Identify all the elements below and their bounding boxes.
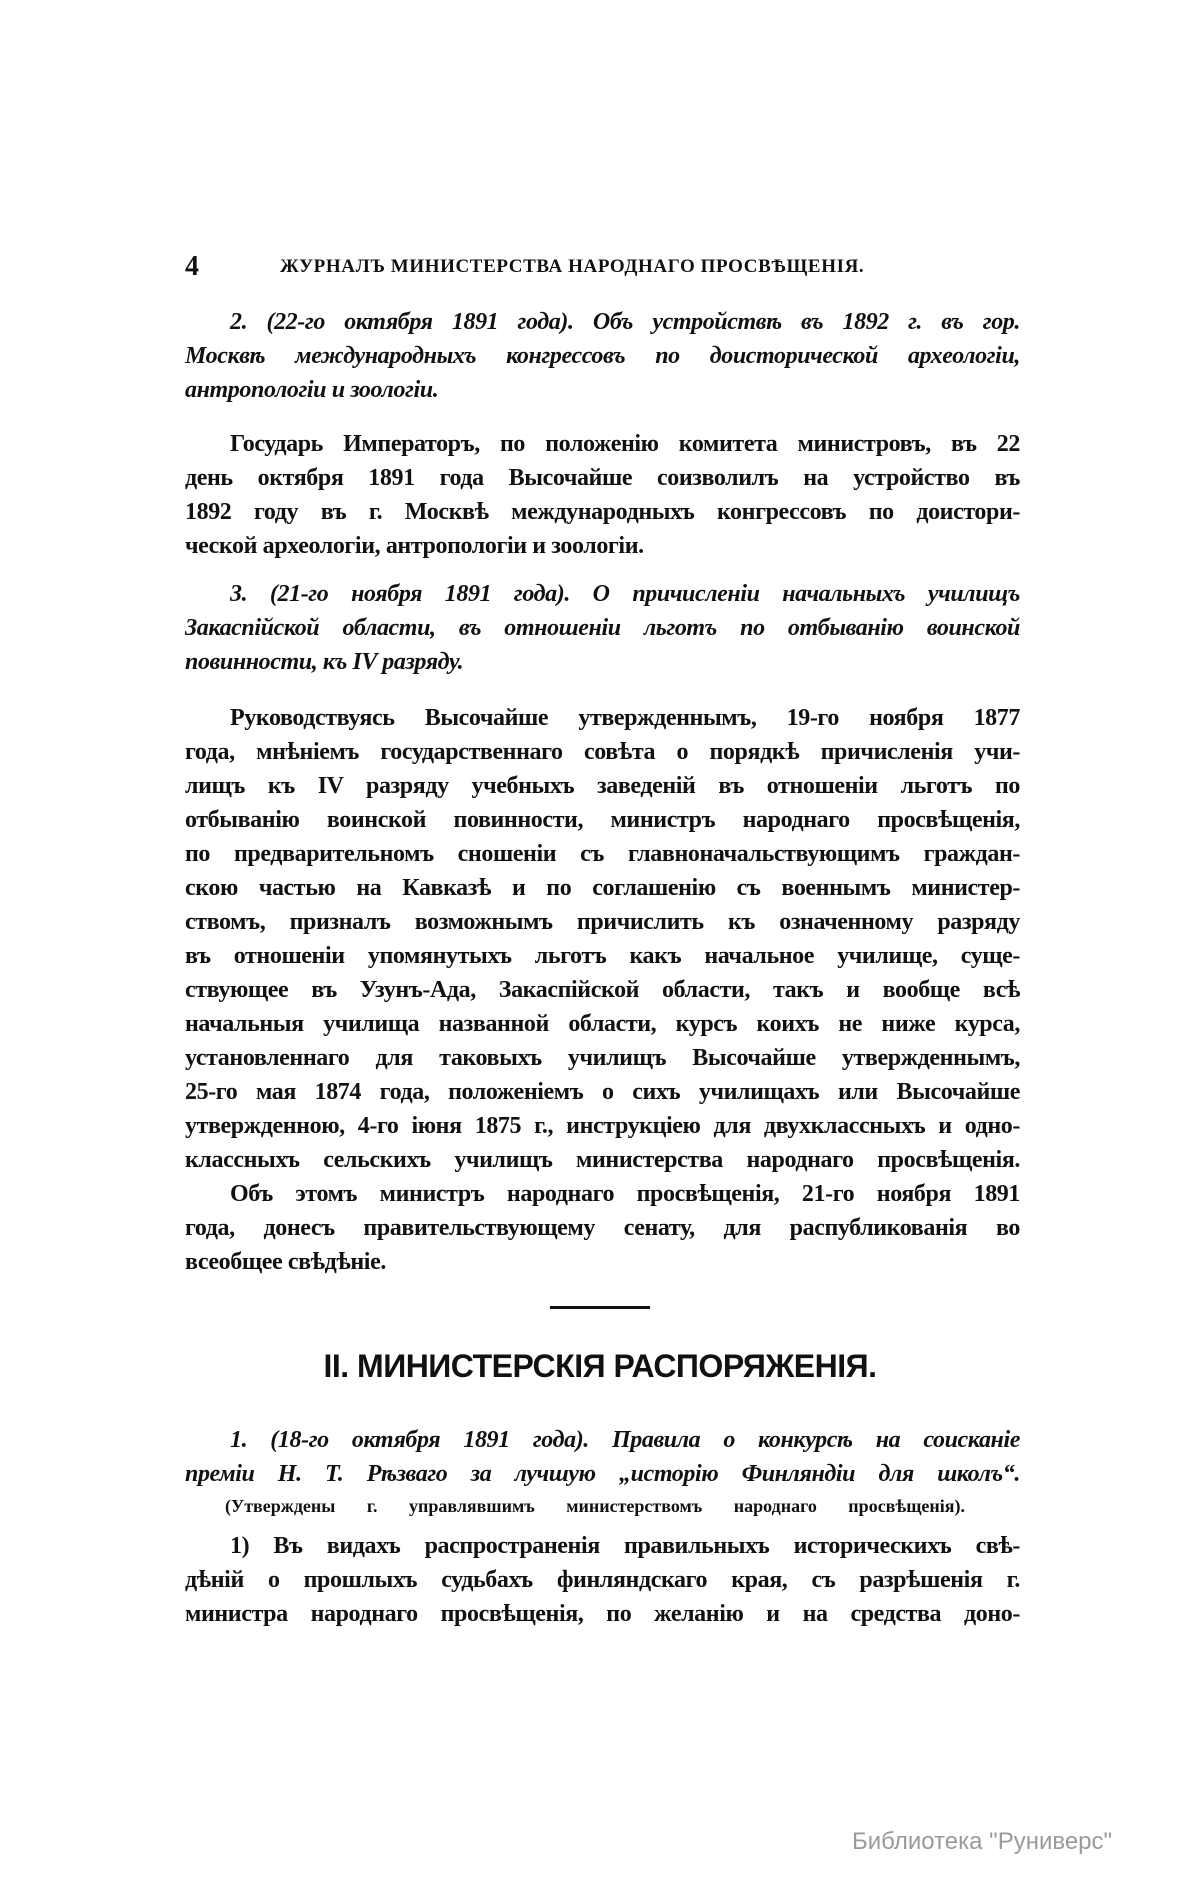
section-2-item-1-body [185, 1529, 1020, 1631]
section-2-item-1-title [185, 1423, 1020, 1491]
item-2-title [185, 305, 1020, 407]
text-line: 3. (21-го ноября 1891 года). О причисленіи начальныхъ училищъ [230, 581, 1020, 607]
text-line: всеобщее свѣдѣніе. [185, 1249, 386, 1275]
text-line: 1) Въ видахъ распространенія правильныхъ историческихъ свѣ- [230, 1533, 1020, 1559]
text-line: утвержденною, 4-го іюня 1875 г., инструкціею для двухклассныхъ и одно- [185, 1113, 1020, 1139]
text-line: лищъ къ IV разряду учебныхъ заведеній въ отношеніи льготъ по [185, 773, 1020, 799]
text-line: антропологіи и зоологіи. [185, 377, 439, 403]
text-line: отбыванію воинской повинности, министръ народнаго просвѣщенія, [185, 807, 1020, 833]
page-number: 4 [185, 251, 199, 282]
item-2-body [185, 427, 1020, 563]
text-line: Закаспійской области, въ отношеніи льготъ по отбыванію воинской [185, 615, 1020, 641]
text-line: дѣній о прошлыхъ судьбахъ финляндскаго края, съ разрѣшенія г. [185, 1567, 1020, 1593]
running-title: ЖУРНАЛЪ МИНИСТЕРСТВА НАРОДНАГО ПРОСВѢЩЕНІЯ. [280, 256, 865, 277]
text-line: день октября 1891 года Высочайше соизволилъ на устройство въ [185, 465, 1020, 491]
section-divider [550, 1306, 650, 1309]
item-3-title [185, 577, 1020, 679]
library-watermark: Библиотека "Руниверс" [852, 1828, 1113, 1855]
text-line: Объ этомъ министръ народнаго просвѣщенія, 21-го ноября 1891 [230, 1181, 1020, 1207]
text-line: повинности, къ IV разряду. [185, 649, 464, 675]
text-line: въ отношеніи упомянутыхъ льготъ какъ начальное училище, суще- [185, 943, 1020, 969]
text-line: классныхъ сельскихъ училищъ министерства народнаго просвѣщенія. [185, 1147, 1020, 1173]
text-line: министра народнаго просвѣщенія, по желанію и на средства доно- [185, 1601, 1020, 1627]
text-line: ствующее въ Узунъ-Ада, Закаспійской области, такъ и вообще всѣ [185, 977, 1020, 1003]
text-line: года, донесъ правительствующему сенату, для распубликованія во [185, 1215, 1020, 1241]
text-line: 25-го мая 1874 года, положеніемъ о сихъ училищахъ или Высочайше [185, 1079, 1020, 1105]
text-line: ствомъ, призналъ возможнымъ причислить къ означенному разряду [185, 909, 1020, 935]
text-line: скою частью на Кавказѣ и по соглашенію съ военнымъ министер- [185, 875, 1020, 901]
text-line: Руководствуясь Высочайше утвержденнымъ, 19-го ноября 1877 [230, 705, 1020, 731]
text-line: 2. (22-го октября 1891 года). Объ устройствѣ въ 1892 г. въ гор. [230, 309, 1020, 335]
text-line: 1. (18-го октября 1891 года). Правила о конкурсѣ на соисканіе [230, 1427, 1020, 1453]
text-line: по предварительномъ сношеніи съ главноначальствующимъ граждан- [185, 841, 1020, 867]
text-line: ческой археологіи, антропологіи и зоологіи. [185, 533, 644, 559]
approval-note: (Утверждены г. управлявшимъ министерствомъ народнаго просвѣщенія). [225, 1496, 965, 1516]
text-line: начальныя училища названной области, курсъ коихъ не ниже курса, [185, 1011, 1020, 1037]
text-line: года, мнѣніемъ государственнаго совѣта о порядкѣ причисленія учи- [185, 739, 1020, 765]
text-line: преміи Н. Т. Рѣзваго за лучшую „исторію Финляндіи для школъ“. [185, 1461, 1020, 1487]
text-line: 1892 году въ г. Москвѣ международныхъ конгрессовъ по доистори- [185, 499, 1020, 525]
text-line: Государь Императоръ, по положенію комитета министровъ, въ 22 [230, 431, 1020, 457]
text-line: Москвѣ международныхъ конгрессовъ по доисторической археологіи, [185, 343, 1020, 369]
text-line: установленнаго для таковыхъ училищъ Высочайше утвержденнымъ, [185, 1045, 1020, 1071]
section-heading: II. МИНИСТЕРСКІЯ РАСПОРЯЖЕНІЯ. [323, 1348, 877, 1384]
item-3-body [185, 701, 1020, 1279]
running-header [185, 250, 1020, 284]
